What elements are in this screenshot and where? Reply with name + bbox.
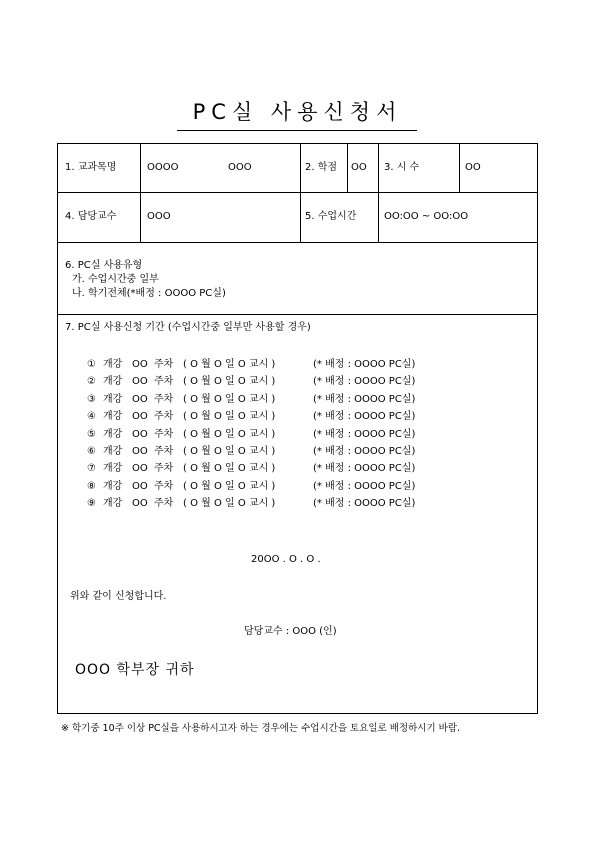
title-underline	[177, 130, 417, 131]
row-divider-1	[58, 192, 537, 193]
row-divider-3	[58, 314, 537, 315]
row-assignment: (* 배정 : OOOO PC실)	[313, 428, 416, 440]
row-week-unit: 주차	[154, 376, 174, 388]
row-assignment: (* 배정 : OOOO PC실)	[313, 480, 416, 492]
row-week-unit: 주차	[154, 393, 174, 405]
professor-signature: 담당교수 : OOO (인)	[244, 626, 337, 637]
schedule-row	[87, 356, 443, 373]
col-divider	[347, 144, 348, 192]
professor-label: 4. 담당교수	[65, 211, 117, 222]
row-number: ③	[87, 393, 96, 405]
hours-label: 3. 시 수	[384, 162, 420, 173]
row-date: ( O 월 O 일 O 교시 )	[183, 498, 276, 510]
col-divider	[140, 192, 141, 242]
row-week-value: OO	[132, 359, 148, 370]
row-date: ( O 월 O 일 O 교시 )	[183, 445, 276, 457]
col-divider	[300, 144, 301, 192]
row-date: ( O 월 O 일 O 교시 )	[183, 428, 276, 440]
course-label: 1. 교과목명	[65, 162, 117, 173]
usage-type-option-a: 가. 수업시간중 일부	[72, 274, 159, 285]
row-kind: 개강	[103, 463, 123, 475]
row-week-value: OO	[132, 411, 148, 423]
row-kind: 개강	[103, 428, 123, 440]
row-divider-2	[58, 242, 537, 243]
row-week-unit: 주차	[154, 480, 174, 492]
row-assignment: (* 배정 : OOOO PC실)	[313, 376, 416, 388]
col-divider	[378, 192, 379, 242]
row-number: ⑨	[87, 498, 96, 510]
schedule-row	[87, 478, 443, 495]
row-number: ⑦	[87, 463, 96, 475]
row-week-unit: 주차	[154, 411, 174, 423]
schedule-row	[87, 460, 443, 477]
row-number: ⑧	[87, 480, 96, 492]
row-kind: 개강	[103, 498, 123, 510]
course-value-extra: OOO	[228, 162, 252, 173]
row-week-value: OO	[132, 393, 148, 405]
row-kind: 개강	[103, 359, 123, 370]
class-time-value: OO:OO ~ OO:OO	[384, 211, 469, 222]
row-week-unit: 주차	[154, 498, 174, 510]
row-week-value: OO	[132, 463, 148, 475]
row-number: ②	[87, 376, 96, 388]
recipient: OOO 학부장 귀하	[75, 662, 195, 678]
credit-label: 2. 학점	[305, 162, 338, 173]
hours-value: OO	[465, 162, 481, 173]
col-divider	[140, 144, 141, 192]
col-divider	[378, 144, 379, 192]
row-date: ( O 월 O 일 O 교시 )	[183, 376, 276, 388]
row-week-unit: 주차	[154, 463, 174, 475]
row-kind: 개강	[103, 411, 123, 423]
row-week-unit: 주차	[154, 445, 174, 457]
row-assignment: (* 배정 : OOOO PC실)	[313, 445, 416, 457]
schedule-row	[87, 391, 443, 408]
row-number: ①	[87, 359, 96, 370]
course-value: OOOO	[147, 162, 179, 173]
row-number: ⑤	[87, 428, 96, 440]
row-kind: 개강	[103, 480, 123, 492]
row-kind: 개강	[103, 376, 123, 388]
row-week-value: OO	[132, 376, 148, 388]
row-date: ( O 월 O 일 O 교시 )	[183, 359, 276, 370]
period-heading: 7. PC실 사용신청 기간 (수업시간중 일부만 사용할 경우)	[65, 322, 311, 333]
row-date: ( O 월 O 일 O 교시 )	[183, 463, 276, 475]
schedule-row	[87, 495, 443, 512]
row-kind: 개강	[103, 393, 123, 405]
row-week-value: OO	[132, 480, 148, 492]
class-time-label: 5. 수업시간	[305, 211, 357, 222]
usage-type-heading: 6. PC실 사용유형	[65, 260, 143, 271]
row-week-unit: 주차	[154, 359, 174, 370]
schedule-list	[87, 356, 443, 513]
row-week-value: OO	[132, 445, 148, 457]
schedule-row	[87, 426, 443, 443]
footnote: ※ 학기중 10주 이상 PC실을 사용하시고자 하는 경우에는 수업시간을 토요일로 배정하시기 바람.	[61, 723, 461, 734]
row-assignment: (* 배정 : OOOO PC실)	[313, 393, 416, 405]
row-date: ( O 월 O 일 O 교시 )	[183, 480, 276, 492]
statement-text: 위와 같이 신청합니다.	[70, 591, 167, 602]
professor-value: OOO	[147, 211, 171, 222]
row-assignment: (* 배정 : OOOO PC실)	[313, 463, 416, 475]
row-number: ⑥	[87, 445, 96, 457]
col-divider	[459, 144, 460, 192]
schedule-row	[87, 373, 443, 390]
row-week-unit: 주차	[154, 428, 174, 440]
usage-type-option-b: 나. 학기전체(*배정 : OOOO PC실)	[72, 288, 226, 299]
row-week-value: OO	[132, 498, 148, 510]
row-week-value: OO	[132, 428, 148, 440]
row-kind: 개강	[103, 445, 123, 457]
row-number: ④	[87, 411, 96, 423]
application-form	[57, 143, 538, 714]
row-assignment: (* 배정 : OOOO PC실)	[313, 498, 416, 510]
row-assignment: (* 배정 : OOOO PC실)	[313, 359, 416, 370]
row-date: ( O 월 O 일 O 교시 )	[183, 393, 276, 405]
col-divider	[300, 192, 301, 242]
schedule-row	[87, 408, 443, 425]
row-date: ( O 월 O 일 O 교시 )	[183, 411, 276, 423]
schedule-row	[87, 443, 443, 460]
row-assignment: (* 배정 : OOOO PC실)	[313, 411, 416, 423]
credit-value: OO	[351, 162, 367, 173]
page-title: PC실 사용신청서	[192, 100, 403, 124]
application-date: 20OO . O . O .	[251, 554, 321, 565]
